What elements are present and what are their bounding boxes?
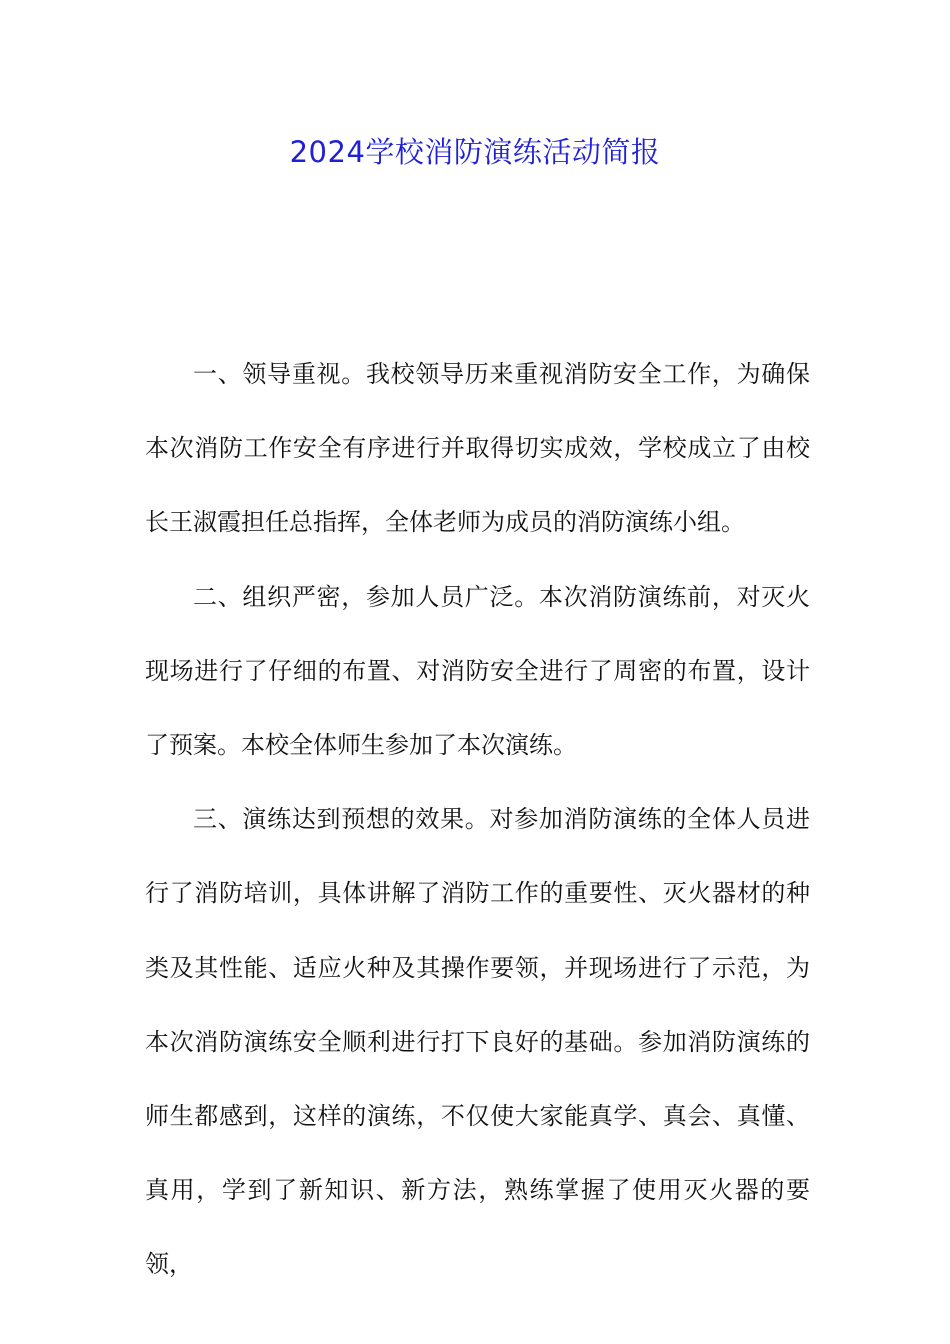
paragraph-leadership: 一、领导重视。我校领导历来重视消防安全工作，为确保本次消防工作安全有序进行并取得切实成效，学校成立了由校长王淑霞担任总指挥，全体老师为成员的消防演练小组。 [145,360,810,537]
document-body [145,337,810,1302]
paragraph-results: 三、演练达到预想的效果。对参加消防演练的全体人员进行了消防培训，具体讲解了消防工作的重要性、灭火器材的种类及其性能、适应火种及其操作要领，并现场进行了示范，为本次消防演练安全顺利进行打下良好的基础。参加消防演练的师生都感到，这样的演练，不仅使大家能真学、真会、真懂、真用，学到了新知识、新方法，熟练掌握了使用灭火器的要领， [145,805,810,1279]
document-title: 2024学校消防演练活动简报 [289,135,661,169]
paragraph-organization: 二、组织严密，参加人员广泛。本次消防演练前，对灭火现场进行了仔细的布置、对消防安全进行了周密的布置，设计了预案。本校全体师生参加了本次演练。 [145,582,810,760]
